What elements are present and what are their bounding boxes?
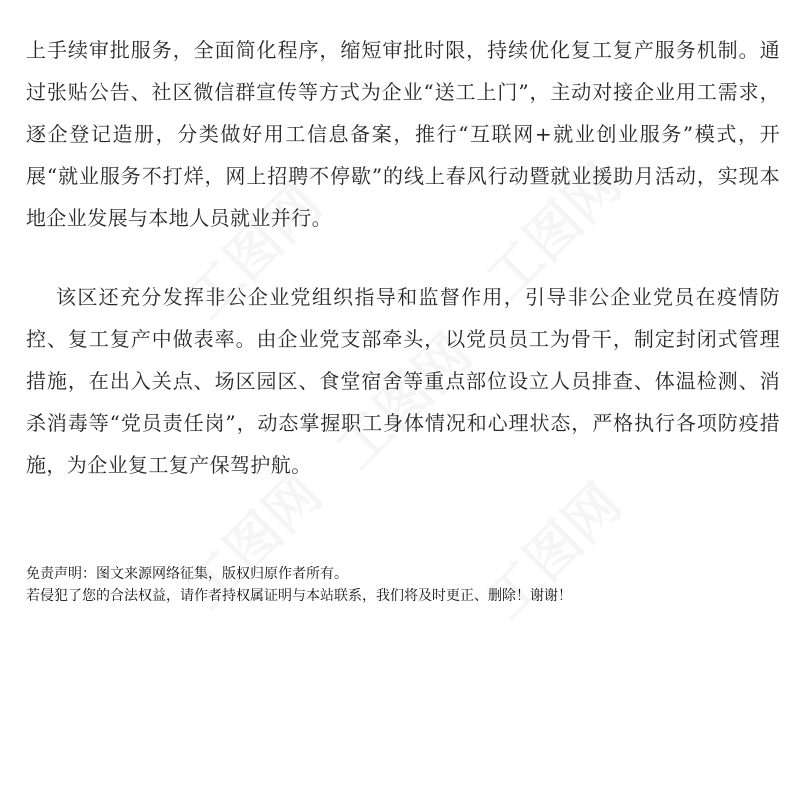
disclaimer-line-1: 免责声明：图文来源网络征集，版权归原作者所有。 <box>26 566 348 582</box>
article-paragraph-2: 该区还充分发挥非公企业党组织指导和监督作用，引导非公企业党员在疫情防控、复工复产中做表率。由企业党支部牵头，以党员员工为骨干，制定封闭式管理措施，在出入关点、场区园区、食堂宿舍等重点部位设立人员排查、体温检测、消杀消毒等“党员责任岗”，动态掌握职工身体情况和心理状态，严格执行各项防疫措施，为企业复工复产保驾护航。 <box>26 285 780 477</box>
disclaimer <box>26 563 786 607</box>
watermark <box>467 464 636 633</box>
disclaimer-line-2: 若侵犯了您的合法权益，请作者持权属证明与本站联系，我们将及时更正、删除！谢谢！ <box>26 588 572 604</box>
article-paragraph-1: 上手续审批服务，全面简化程序，缩短审批时限，持续优化复工复产服务机制。通过张贴公告、社区微信群宣传等方式为企业“送工上门”，主动对接企业用工需求，逐企登记造册，分类做好用工信息备案，推行“互联网+就业创业服务”模式，开展“就业服务不打烊，网上招聘不停歇”的线上春风行动暨就业援助月活动，实现本地企业发展与本地人员就业并行。 <box>26 38 780 230</box>
